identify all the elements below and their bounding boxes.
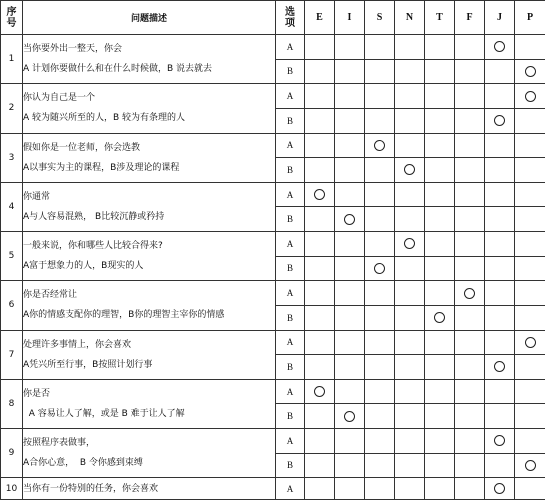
option-b-label: B bbox=[276, 355, 305, 380]
answer-a-cell-n[interactable] bbox=[395, 182, 425, 207]
answer-a-cell-n[interactable] bbox=[395, 84, 425, 109]
answer-a-cell-i[interactable] bbox=[335, 379, 365, 404]
answer-a-cell-n[interactable] bbox=[395, 330, 425, 355]
selected-circle-icon bbox=[314, 386, 325, 397]
answer-b-cell-s[interactable] bbox=[365, 355, 395, 380]
answer-b-cell-j[interactable] bbox=[485, 108, 515, 133]
answer-a-cell-p[interactable] bbox=[515, 182, 545, 207]
header-type-s: S bbox=[365, 1, 395, 35]
question-description bbox=[23, 330, 276, 379]
question-choices: A 容易让人了解，或是 B 难于让人了解 bbox=[23, 408, 185, 419]
selected-circle-icon bbox=[404, 238, 415, 249]
answer-a-cell-t[interactable] bbox=[425, 379, 455, 404]
answer-b-cell-e[interactable] bbox=[305, 207, 335, 232]
option-a-label: A bbox=[276, 84, 305, 109]
answer-b-cell-t[interactable] bbox=[425, 108, 455, 133]
answer-a-cell-n[interactable] bbox=[395, 281, 425, 306]
answer-a-cell-e[interactable] bbox=[305, 182, 335, 207]
answer-b-cell-p[interactable] bbox=[515, 108, 545, 133]
selected-circle-icon bbox=[494, 361, 505, 372]
question-prompt: 假如你是一位老师，你会选教 bbox=[23, 142, 141, 153]
answer-a-cell-n[interactable] bbox=[395, 133, 425, 158]
question-prompt: 当你有一份特别的任务，你会喜欢 bbox=[23, 478, 276, 500]
answer-b-cell-f[interactable] bbox=[455, 59, 485, 84]
answer-a-cell-e[interactable] bbox=[305, 281, 335, 306]
answer-a-cell-j[interactable] bbox=[485, 330, 515, 355]
answer-a-cell-j[interactable] bbox=[485, 379, 515, 404]
answer-a-cell-i[interactable] bbox=[335, 429, 365, 454]
answer-b-cell-t[interactable] bbox=[425, 305, 455, 330]
answer-b-cell-n[interactable] bbox=[395, 453, 425, 478]
header-description: 问题描述 bbox=[23, 1, 276, 35]
answer-b-cell-i[interactable] bbox=[335, 158, 365, 183]
answer-b-cell-n[interactable] bbox=[395, 305, 425, 330]
answer-b-cell-p[interactable] bbox=[515, 207, 545, 232]
answer-b-cell-f[interactable] bbox=[455, 207, 485, 232]
answer-b-cell-e[interactable] bbox=[305, 355, 335, 380]
answer-b-cell-s[interactable] bbox=[365, 207, 395, 232]
answer-b-cell-n[interactable] bbox=[395, 355, 425, 380]
question-number: 1 bbox=[1, 35, 23, 84]
question-row-a bbox=[1, 379, 545, 404]
answer-a-cell-i[interactable] bbox=[335, 330, 365, 355]
question-choices: A你的情感支配你的理智，B你的理智主宰你的情感 bbox=[23, 310, 225, 321]
answer-b-cell-e[interactable] bbox=[305, 158, 335, 183]
header-number bbox=[1, 1, 23, 35]
answer-b-cell-t[interactable] bbox=[425, 158, 455, 183]
answer-b-cell-s[interactable] bbox=[365, 256, 395, 281]
questions-body bbox=[1, 35, 545, 500]
option-b-label: B bbox=[276, 207, 305, 232]
answer-a-cell-i[interactable] bbox=[335, 478, 365, 500]
question-row-a bbox=[1, 84, 545, 109]
answer-b-cell-j[interactable] bbox=[485, 305, 515, 330]
answer-a-cell-t[interactable] bbox=[425, 84, 455, 109]
answer-b-cell-s[interactable] bbox=[365, 453, 395, 478]
option-a-label: A bbox=[276, 429, 305, 454]
answer-a-cell-i[interactable] bbox=[335, 35, 365, 60]
answer-b-cell-e[interactable] bbox=[305, 453, 335, 478]
selected-circle-icon bbox=[434, 312, 445, 323]
header-option bbox=[276, 1, 305, 35]
selected-circle-icon bbox=[494, 115, 505, 126]
question-prompt: 你认为自己是一个 bbox=[23, 93, 96, 104]
answer-a-cell-f[interactable] bbox=[455, 379, 485, 404]
answer-a-cell-p[interactable] bbox=[515, 84, 545, 109]
answer-b-cell-f[interactable] bbox=[455, 256, 485, 281]
answer-b-cell-i[interactable] bbox=[335, 108, 365, 133]
selected-circle-icon bbox=[525, 66, 536, 77]
answer-a-cell-f[interactable] bbox=[455, 232, 485, 257]
answer-a-cell-j[interactable] bbox=[485, 429, 515, 454]
answer-b-cell-p[interactable] bbox=[515, 355, 545, 380]
question-prompt: 一般来说，你和哪些人比较合得来? bbox=[23, 241, 163, 252]
option-b-label: B bbox=[276, 404, 305, 429]
answer-a-cell-p[interactable] bbox=[515, 281, 545, 306]
selected-circle-icon bbox=[494, 435, 505, 446]
answer-a-cell-f[interactable] bbox=[455, 330, 485, 355]
selected-circle-icon bbox=[525, 91, 536, 102]
answer-a-cell-f[interactable] bbox=[455, 133, 485, 158]
answer-b-cell-p[interactable] bbox=[515, 305, 545, 330]
answer-a-cell-n[interactable] bbox=[395, 232, 425, 257]
question-prompt: 你是否 bbox=[23, 388, 51, 399]
answer-a-cell-i[interactable] bbox=[335, 232, 365, 257]
answer-b-cell-i[interactable] bbox=[335, 404, 365, 429]
question-number: 4 bbox=[1, 182, 23, 231]
answer-a-cell-p[interactable] bbox=[515, 35, 545, 60]
answer-b-cell-s[interactable] bbox=[365, 158, 395, 183]
option-a-label: A bbox=[276, 35, 305, 60]
answer-a-cell-e[interactable] bbox=[305, 379, 335, 404]
selected-circle-icon bbox=[374, 140, 385, 151]
answer-b-cell-p[interactable] bbox=[515, 404, 545, 429]
answer-a-cell-f[interactable] bbox=[455, 35, 485, 60]
header-type-j: J bbox=[485, 1, 515, 35]
answer-a-cell-f[interactable] bbox=[455, 281, 485, 306]
answer-b-cell-j[interactable] bbox=[485, 404, 515, 429]
question-number: 9 bbox=[1, 429, 23, 478]
answer-a-cell-e[interactable] bbox=[305, 84, 335, 109]
answer-b-cell-i[interactable] bbox=[335, 355, 365, 380]
answer-b-cell-i[interactable] bbox=[335, 207, 365, 232]
answer-b-cell-p[interactable] bbox=[515, 59, 545, 84]
header-number-line1: 序 bbox=[6, 6, 17, 18]
answer-a-cell-j[interactable] bbox=[485, 232, 515, 257]
answer-a-cell-s[interactable] bbox=[365, 330, 395, 355]
answer-a-cell-t[interactable] bbox=[425, 478, 455, 500]
answer-a-cell-j[interactable] bbox=[485, 182, 515, 207]
answer-a-cell-t[interactable] bbox=[425, 330, 455, 355]
answer-a-cell-e[interactable] bbox=[305, 330, 335, 355]
answer-b-cell-n[interactable] bbox=[395, 207, 425, 232]
answer-b-cell-i[interactable] bbox=[335, 305, 365, 330]
question-prompt: 当你要外出一整天，你会 bbox=[23, 44, 123, 55]
answer-a-cell-e[interactable] bbox=[305, 478, 335, 500]
answer-a-cell-s[interactable] bbox=[365, 429, 395, 454]
answer-b-cell-t[interactable] bbox=[425, 207, 455, 232]
option-a-label: A bbox=[276, 478, 305, 500]
option-b-label: B bbox=[276, 256, 305, 281]
answer-a-cell-n[interactable] bbox=[395, 35, 425, 60]
selected-circle-icon bbox=[494, 483, 505, 494]
header-number-line2: 号 bbox=[6, 17, 17, 29]
answer-b-cell-s[interactable] bbox=[365, 404, 395, 429]
question-number: 6 bbox=[1, 281, 23, 330]
question-number: 2 bbox=[1, 84, 23, 133]
option-a-label: A bbox=[276, 133, 305, 158]
answer-b-cell-j[interactable] bbox=[485, 355, 515, 380]
option-a-label: A bbox=[276, 281, 305, 306]
question-description bbox=[23, 84, 276, 133]
question-description bbox=[23, 182, 276, 231]
answer-a-cell-t[interactable] bbox=[425, 429, 455, 454]
selected-circle-icon bbox=[525, 460, 536, 471]
selected-circle-icon bbox=[344, 214, 355, 225]
answer-a-cell-i[interactable] bbox=[335, 133, 365, 158]
question-row-a bbox=[1, 232, 545, 257]
answer-a-cell-e[interactable] bbox=[305, 133, 335, 158]
question-number: 5 bbox=[1, 232, 23, 281]
answer-a-cell-i[interactable] bbox=[335, 281, 365, 306]
answer-b-cell-e[interactable] bbox=[305, 404, 335, 429]
answer-a-cell-p[interactable] bbox=[515, 133, 545, 158]
answer-a-cell-n[interactable] bbox=[395, 379, 425, 404]
header-option-line2: 项 bbox=[285, 17, 295, 29]
answer-a-cell-p[interactable] bbox=[515, 429, 545, 454]
answer-b-cell-e[interactable] bbox=[305, 59, 335, 84]
option-b-label: B bbox=[276, 158, 305, 183]
answer-a-cell-s[interactable] bbox=[365, 281, 395, 306]
question-description bbox=[23, 133, 276, 182]
header-row bbox=[1, 1, 545, 35]
answer-b-cell-p[interactable] bbox=[515, 453, 545, 478]
option-b-label: B bbox=[276, 453, 305, 478]
question-choices: A以事实为主的课程，B涉及理论的课程 bbox=[23, 162, 180, 173]
answer-a-cell-f[interactable] bbox=[455, 84, 485, 109]
question-row-a bbox=[1, 429, 545, 454]
answer-a-cell-f[interactable] bbox=[455, 429, 485, 454]
answer-b-cell-s[interactable] bbox=[365, 305, 395, 330]
question-prompt: 处理许多事情上，你会喜欢 bbox=[23, 339, 132, 350]
answer-b-cell-j[interactable] bbox=[485, 256, 515, 281]
answer-b-cell-j[interactable] bbox=[485, 207, 515, 232]
option-b-label: B bbox=[276, 59, 305, 84]
question-row-a bbox=[1, 330, 545, 355]
answer-b-cell-p[interactable] bbox=[515, 158, 545, 183]
answer-b-cell-n[interactable] bbox=[395, 59, 425, 84]
answer-a-cell-f[interactable] bbox=[455, 478, 485, 500]
selected-circle-icon bbox=[525, 337, 536, 348]
answer-b-cell-t[interactable] bbox=[425, 404, 455, 429]
question-number: 8 bbox=[1, 379, 23, 428]
answer-a-cell-t[interactable] bbox=[425, 133, 455, 158]
answer-a-cell-f[interactable] bbox=[455, 182, 485, 207]
answer-b-cell-j[interactable] bbox=[485, 158, 515, 183]
question-number: 10 bbox=[1, 478, 23, 500]
option-a-label: A bbox=[276, 379, 305, 404]
question-choices: A凭兴所至行事，B按照计划行事 bbox=[23, 359, 153, 370]
answer-a-cell-t[interactable] bbox=[425, 232, 455, 257]
answer-b-cell-e[interactable] bbox=[305, 256, 335, 281]
header-type-e: E bbox=[305, 1, 335, 35]
header-option-line1: 选 bbox=[285, 6, 295, 18]
selected-circle-icon bbox=[374, 263, 385, 274]
answer-a-cell-n[interactable] bbox=[395, 478, 425, 500]
answer-b-cell-n[interactable] bbox=[395, 256, 425, 281]
answer-b-cell-e[interactable] bbox=[305, 108, 335, 133]
question-choices: A富于想象力的人，B现实的人 bbox=[23, 261, 144, 272]
question-description bbox=[23, 379, 276, 428]
answer-b-cell-i[interactable] bbox=[335, 59, 365, 84]
answer-a-cell-j[interactable] bbox=[485, 35, 515, 60]
answer-b-cell-f[interactable] bbox=[455, 404, 485, 429]
answer-a-cell-e[interactable] bbox=[305, 429, 335, 454]
question-row-a bbox=[1, 478, 545, 500]
answer-a-cell-t[interactable] bbox=[425, 182, 455, 207]
answer-a-cell-n[interactable] bbox=[395, 429, 425, 454]
answer-a-cell-s[interactable] bbox=[365, 232, 395, 257]
selected-circle-icon bbox=[494, 41, 505, 52]
question-choices: A 计划你要做什么和在什么时候做，B 说去就去 bbox=[23, 64, 213, 75]
selected-circle-icon bbox=[464, 288, 475, 299]
question-prompt: 按照程序表做事， bbox=[23, 438, 96, 449]
question-row-a bbox=[1, 133, 545, 158]
question-choices: A 较为随兴所至的人，B 较为有条理的人 bbox=[23, 113, 186, 124]
option-b-label: B bbox=[276, 108, 305, 133]
answer-a-cell-j[interactable] bbox=[485, 478, 515, 500]
answer-b-cell-f[interactable] bbox=[455, 158, 485, 183]
answer-b-cell-f[interactable] bbox=[455, 108, 485, 133]
question-prompt: 你通常 bbox=[23, 191, 51, 202]
question-prompt: 你是否经常让 bbox=[23, 290, 78, 301]
question-number: 7 bbox=[1, 330, 23, 379]
answer-a-cell-s[interactable] bbox=[365, 182, 395, 207]
question-description bbox=[23, 35, 276, 84]
answer-a-cell-s[interactable] bbox=[365, 133, 395, 158]
selected-circle-icon bbox=[344, 411, 355, 422]
answer-b-cell-n[interactable] bbox=[395, 404, 425, 429]
answer-b-cell-t[interactable] bbox=[425, 59, 455, 84]
header-type-t: T bbox=[425, 1, 455, 35]
answer-b-cell-j[interactable] bbox=[485, 453, 515, 478]
answer-a-cell-j[interactable] bbox=[485, 84, 515, 109]
question-choices: A合你心意， B 令你感到束缚 bbox=[23, 458, 143, 469]
answer-a-cell-t[interactable] bbox=[425, 281, 455, 306]
answer-b-cell-i[interactable] bbox=[335, 256, 365, 281]
header-type-f: F bbox=[455, 1, 485, 35]
answer-b-cell-e[interactable] bbox=[305, 305, 335, 330]
question-row-a bbox=[1, 182, 545, 207]
answer-b-cell-s[interactable] bbox=[365, 59, 395, 84]
answer-b-cell-t[interactable] bbox=[425, 453, 455, 478]
option-a-label: A bbox=[276, 232, 305, 257]
selected-circle-icon bbox=[314, 189, 325, 200]
answer-a-cell-p[interactable] bbox=[515, 330, 545, 355]
header-type-i: I bbox=[335, 1, 365, 35]
answer-b-cell-f[interactable] bbox=[455, 355, 485, 380]
question-row-a bbox=[1, 35, 545, 60]
header-type-p: P bbox=[515, 1, 545, 35]
answer-a-cell-p[interactable] bbox=[515, 478, 545, 500]
answer-a-cell-t[interactable] bbox=[425, 35, 455, 60]
answer-b-cell-f[interactable] bbox=[455, 453, 485, 478]
question-choices: A与人容易混熟， B比较沉静或矜持 bbox=[23, 211, 165, 222]
answer-a-cell-p[interactable] bbox=[515, 379, 545, 404]
answer-b-cell-i[interactable] bbox=[335, 453, 365, 478]
answer-b-cell-s[interactable] bbox=[365, 108, 395, 133]
answer-a-cell-i[interactable] bbox=[335, 182, 365, 207]
question-number: 3 bbox=[1, 133, 23, 182]
option-b-label: B bbox=[276, 305, 305, 330]
answer-b-cell-n[interactable] bbox=[395, 108, 425, 133]
answer-b-cell-t[interactable] bbox=[425, 256, 455, 281]
answer-b-cell-n[interactable] bbox=[395, 158, 425, 183]
answer-b-cell-j[interactable] bbox=[485, 59, 515, 84]
answer-a-cell-s[interactable] bbox=[365, 84, 395, 109]
answer-a-cell-s[interactable] bbox=[365, 35, 395, 60]
question-description bbox=[23, 232, 276, 281]
answer-a-cell-e[interactable] bbox=[305, 35, 335, 60]
selected-circle-icon bbox=[404, 164, 415, 175]
answer-a-cell-e[interactable] bbox=[305, 232, 335, 257]
answer-a-cell-s[interactable] bbox=[365, 478, 395, 500]
header-type-n: N bbox=[395, 1, 425, 35]
answer-b-cell-f[interactable] bbox=[455, 305, 485, 330]
answer-a-cell-j[interactable] bbox=[485, 281, 515, 306]
option-a-label: A bbox=[276, 330, 305, 355]
answer-a-cell-s[interactable] bbox=[365, 379, 395, 404]
question-row-a bbox=[1, 281, 545, 306]
answer-a-cell-p[interactable] bbox=[515, 232, 545, 257]
question-description bbox=[23, 429, 276, 478]
question-description bbox=[23, 281, 276, 330]
answer-b-cell-t[interactable] bbox=[425, 355, 455, 380]
answer-b-cell-p[interactable] bbox=[515, 256, 545, 281]
answer-a-cell-j[interactable] bbox=[485, 133, 515, 158]
option-a-label: A bbox=[276, 182, 305, 207]
answer-a-cell-i[interactable] bbox=[335, 84, 365, 109]
